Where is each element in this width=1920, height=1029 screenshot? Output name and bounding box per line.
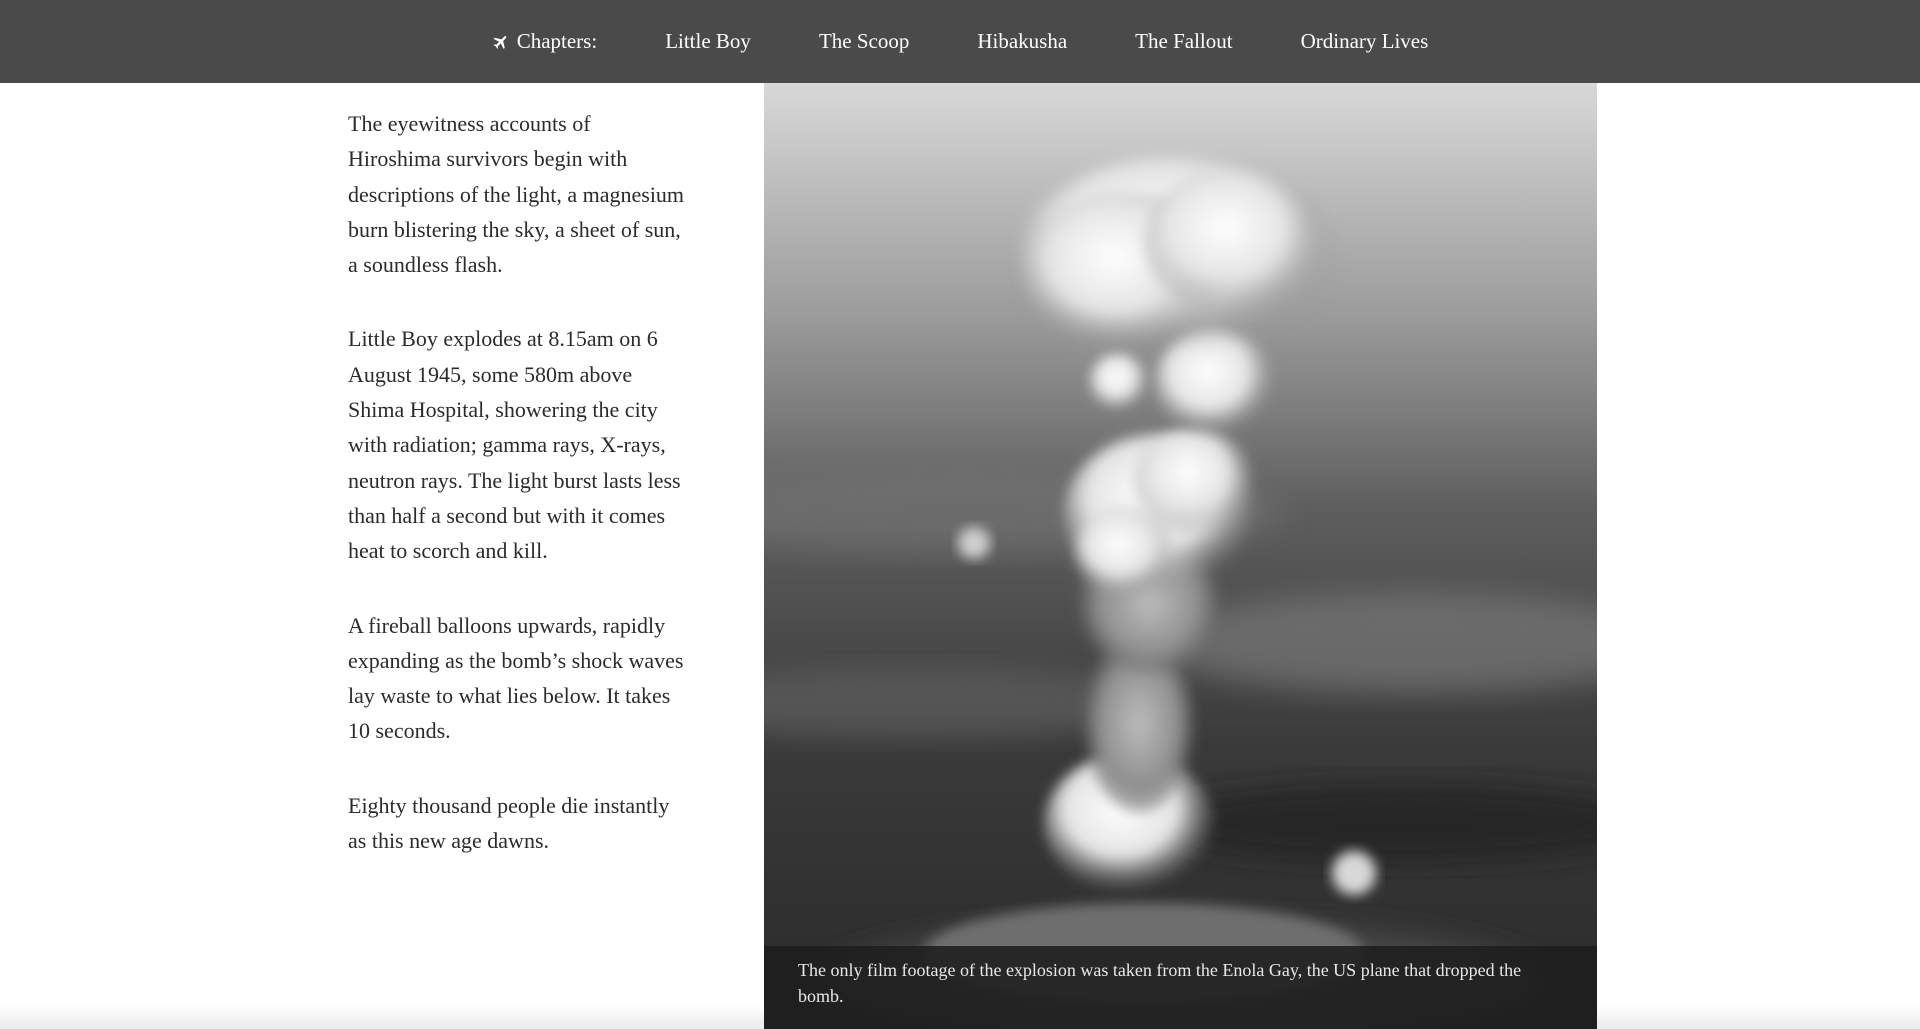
bottom-shadow-right xyxy=(1597,1005,1920,1029)
article-paragraph-1: The eyewitness accounts of Hiroshima survivors begin with descriptions of the light, a magnesium burn blistering the sky, a sheet of sun, a soundless flash. xyxy=(348,111,685,278)
article-paragraph-3: A fireball balloons upwards, rapidly expanding as the bomb’s shock waves lay waste to what lies below. It takes 10 seconds. xyxy=(348,612,684,744)
plane-icon xyxy=(492,33,510,51)
mushroom-cloud-photo xyxy=(764,83,1597,1029)
figure-caption: The only film footage of the explosion was taken from the Enola Gay, the US plane that dropped the bomb. xyxy=(764,946,1597,1029)
chapter-navigation xyxy=(0,0,1920,83)
nav-link-hibakusha[interactable]: Hibakusha xyxy=(977,29,1068,53)
chapters-label-group xyxy=(492,29,597,54)
nav-link-ordinary-lives[interactable]: Ordinary Lives xyxy=(1300,29,1429,53)
article-paragraph-4: Eighty thousand people die instantly as this new age dawns. xyxy=(348,792,670,854)
article-paragraph-2: Little Boy explodes at 8.15am on 6 August 1945, some 580m above Shima Hospital, showering the city with radiation; gamma rays, X-rays, neutron rays. The light burst lasts less than half a second but with it comes heat to scorch and kill. xyxy=(348,326,681,564)
chapter-navigation-inner xyxy=(492,29,1429,54)
chapters-label: Chapters: xyxy=(516,29,598,53)
nav-link-the-scoop[interactable]: The Scoop xyxy=(818,29,910,53)
nav-link-little-boy[interactable]: Little Boy xyxy=(665,29,751,53)
article-text xyxy=(348,106,688,897)
bottom-shadow-left xyxy=(0,1005,764,1029)
mushroom-cloud-figure xyxy=(764,83,1597,1029)
nav-link-the-fallout[interactable]: The Fallout xyxy=(1135,29,1233,53)
